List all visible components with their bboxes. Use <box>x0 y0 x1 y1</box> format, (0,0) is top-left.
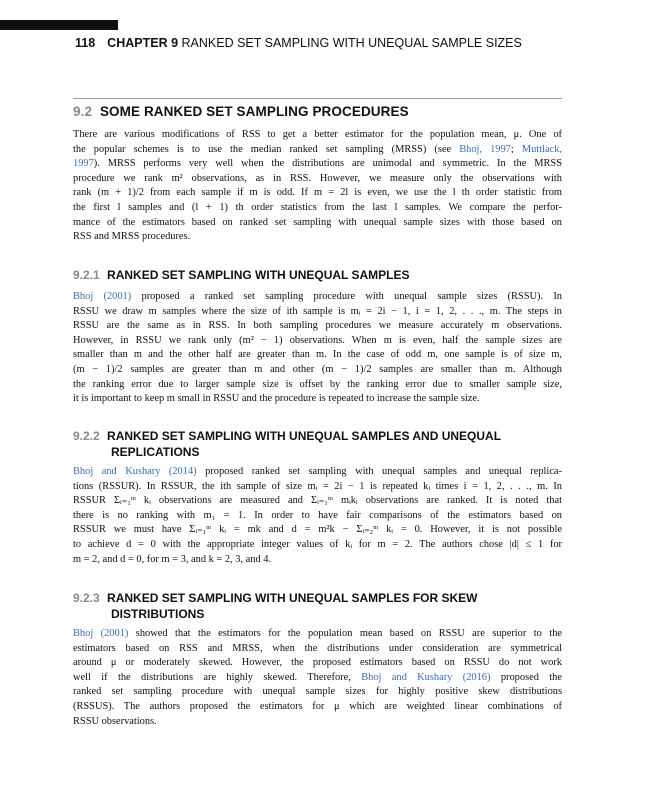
citation-link[interactable]: 1997 <box>73 158 94 170</box>
text-line: However, in RSSU we rank only (m² − 1) observations. When m is even, half the sample sizes are <box>73 334 562 346</box>
text-line: it is important to keep m small in RSSU and the procedure is repeated to increase the sample size. <box>73 393 480 405</box>
text-line: smaller than m and the other half are greater than m. In the case of odd m, one sample is of size m, <box>73 349 562 361</box>
text-line: the popular schemes is to use the median ranked set sampling (MRSS) (see Bhoj, 1997; Muttlack, <box>73 143 562 155</box>
text-line: 1997). MRSS performs very well when the distributions are unimodal and symmetric. In the MRSS <box>73 158 562 170</box>
section-title: RANKED SET SAMPLING WITH UNEQUAL SAMPLES FOR SKEW <box>107 591 478 605</box>
section-heading-9-2 <box>73 104 409 119</box>
text-line: well if the distributions are highly skewed. Therefore, Bhoj and Kushary (2016) proposed the <box>73 671 562 683</box>
chapter-label: CHAPTER 9 <box>107 36 179 50</box>
text-line: tions (RSSUR). In RSSUR, the ith sample of size mᵢ = 2i − 1 is repeated kᵢ times i = 1, 2, . . ., m. In <box>73 480 562 492</box>
section-number: 9.2.1 <box>73 268 100 282</box>
citation-link[interactable]: Bhoj (2001) <box>73 628 129 639</box>
paragraph <box>73 128 562 245</box>
citation-link[interactable]: Bhoj (2001) <box>73 291 132 302</box>
text-line: RSSU we draw m samples where the size of ith sample is mᵢ = 2i − 1, i = 1, 2, . . ., m. The steps in <box>73 305 562 317</box>
text-line: there is no ranking with m₁ = 1. In order to have fair comparisons of the estimators based on <box>73 509 562 521</box>
text-line: the ranking error due to larger sample size is offset by the ranking error due to smaller sample size, <box>73 378 562 390</box>
subsection-heading-9-2-3 <box>73 590 562 622</box>
section-number: 9.2 <box>73 104 93 119</box>
section-title-continued: DISTRIBUTIONS <box>111 607 205 621</box>
text-line: There are various modifications of RSS to get a better estimator for the population mean, μ. One of <box>73 129 562 140</box>
chapter-title: RANKED SET SAMPLING WITH UNEQUAL SAMPLE SIZES <box>181 36 522 50</box>
subsection-heading-9-2-1 <box>73 267 562 283</box>
text-line: Bhoj (2001) showed that the estimators for the population mean based on RSSU are superior to the <box>73 628 562 639</box>
page-number: 118 <box>75 36 96 50</box>
text-line: RSSU observations. <box>73 715 157 727</box>
paragraph <box>73 627 562 729</box>
text-line: (m − 1)/2 samples are greater than m and other (m − 1)/2 samples are smaller than m. Although <box>73 363 562 375</box>
text-line: RSSUR Σᵢ₌₁ᵐ kᵢ observations are measured and Σᵢ₌₁ᵐ mᵢkᵢ observations are ranked. It is noted that <box>73 495 562 507</box>
text-line: procedure we rank m² observations, as in RSS. However, we measure only the observations with <box>73 172 562 184</box>
text-line: m = 2, and d = 0, for m = 3, and k = 2, 3, and 4. <box>73 553 272 565</box>
section-title: RANKED SET SAMPLING WITH UNEQUAL SAMPLES AND UNEQUAL <box>107 429 502 443</box>
text-line: rank (m + 1)/2 from each sample if m is odd. If m = 2l is even, we use the l th order statistic from <box>73 187 562 199</box>
paragraph <box>73 290 562 407</box>
section-title-continued: REPLICATIONS <box>111 445 200 459</box>
section-number: 9.2.3 <box>73 591 100 605</box>
text-line: Bhoj and Kushary (2014) proposed ranked set sampling with unequal samples and unequal replica- <box>73 466 563 477</box>
text-line: mance of the estimators based on ranked set sampling with unequal sample sizes with those based on <box>73 216 562 228</box>
citation-link[interactable]: Bhoj and Kushary (2014) <box>73 466 197 477</box>
citation-link[interactable]: Bhoj and Kushary (2016) <box>361 671 491 683</box>
text-line: RSSUR we must have Σᵢ₌₁ᵐ kᵢ = mk and d = m²k − Σᵢ₌₂ᵐ kᵢ = 0. However, it is not possible <box>73 524 562 536</box>
subsection-heading-9-2-2 <box>73 428 562 460</box>
text-line: RSS and MRSS procedures. <box>73 231 191 243</box>
text-line: the first l samples and (l + 1) th order statistics from the last l samples. We compare the perfor- <box>73 201 562 213</box>
text-line: around μ or moderately skewed. However, the proposed estimators based on RSSU do not work <box>73 657 562 669</box>
text-line: to achieve d = 0 with the appropriate integer values of kᵢ for m = 2. The authors chose |d| ≤ 1 for <box>73 538 562 550</box>
citation-link[interactable]: Bhoj, 1997 <box>459 143 511 155</box>
paragraph <box>73 465 562 567</box>
text-line: Bhoj (2001) proposed a ranked set sampling procedure with unequal sample sizes (RSSU). In <box>73 291 562 302</box>
running-head <box>75 36 588 50</box>
section-number: 9.2.2 <box>73 429 100 443</box>
section-rule <box>73 98 562 99</box>
header-bar <box>0 20 118 30</box>
section-title: RANKED SET SAMPLING WITH UNEQUAL SAMPLES <box>107 268 410 282</box>
text-line: estimators based on RSS and MRSS, when the distributions under consideration are symmetrical <box>73 642 562 654</box>
text-line: ranked set sampling procedure with unequal sample sizes for highly positive skew distributions <box>73 686 562 698</box>
text-line: RSSU are the same as in RSS. In both sampling procedures we measure accurately m observations. <box>73 320 562 332</box>
section-title: SOME RANKED SET SAMPLING PROCEDURES <box>99 104 409 119</box>
text-line: (RSSUS). The authors proposed the estimators for μ which are weighted linear combinations of <box>73 700 562 712</box>
citation-link[interactable]: Muttlack, <box>521 143 562 155</box>
